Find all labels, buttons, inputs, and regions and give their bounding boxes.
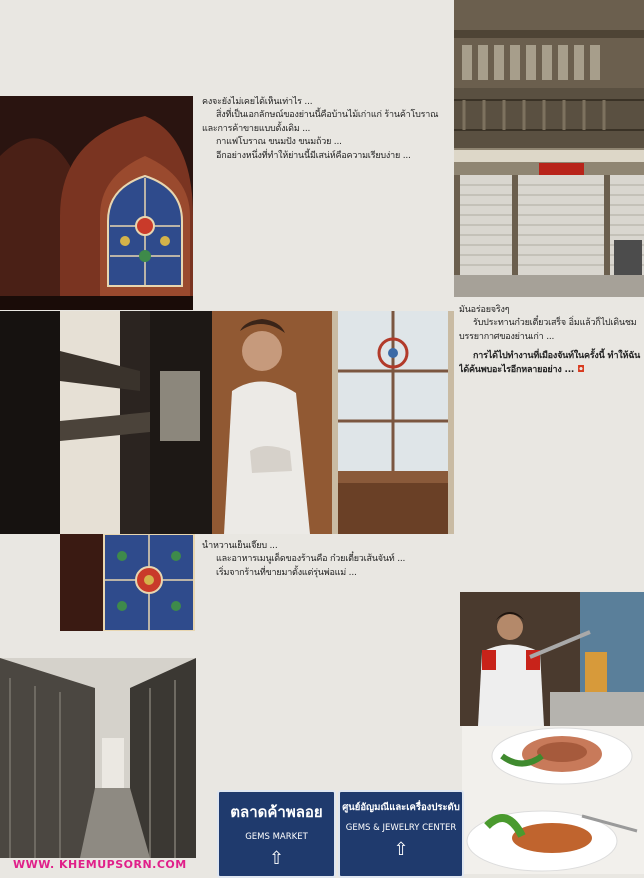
photo-woman-at-window bbox=[0, 311, 454, 534]
paragraph: สิ่งที่เป็นเอกลักษณ์ของย่านนี้คือบ้านไม้เก่าแก่ ร้านค้าโบราณ และการค้าขายแบบดั้งเดิม ... bbox=[202, 110, 439, 134]
paragraph: รับประทานก๋วยเตี๋ยวเสร็จ อิ่มแล้วก็ไปเดินชมบรรยากาศของย่านเก่า ... bbox=[459, 318, 637, 342]
photo-old-wooden-house bbox=[454, 0, 644, 297]
end-mark: ◘ bbox=[577, 364, 585, 375]
paragraph: กาแฟโบราณ ขนมปัง ขนมถ้วย ... bbox=[216, 137, 342, 148]
photo-noodle-dishes bbox=[462, 726, 644, 874]
photo-noodle-vendor bbox=[460, 592, 644, 726]
photo-stained-glass-lower bbox=[60, 534, 195, 631]
sign-gems-jewelry-center-english: GEMS & JEWELRY CENTER bbox=[345, 823, 457, 833]
article-column-right bbox=[459, 304, 641, 588]
arrow-up-icon: ⇧ bbox=[393, 839, 409, 860]
sign-gems-jewelry-center-thai: ศูนย์อัญมณีและเครื่องประดับ bbox=[342, 802, 460, 813]
paragraph: คงจะยังไม่เคยได้เห็นเท่าไร ... bbox=[202, 97, 313, 107]
sign-gems-market-thai: ตลาดค้าพลอย bbox=[230, 803, 323, 821]
paragraph: และอาหารเมนูเด็ดของร้านคือ ก๋วยเตี๋ยวเส้นจันท์ ... bbox=[216, 554, 406, 565]
photo-old-alley bbox=[0, 658, 196, 858]
sign-gems-market bbox=[217, 790, 336, 878]
article-column-top bbox=[202, 96, 449, 308]
sign-gems-jewelry-center bbox=[338, 790, 464, 878]
website-link[interactable]: WWW. KHEMUPSORN.COM bbox=[13, 858, 187, 871]
arrow-up-icon: ⇧ bbox=[268, 848, 285, 869]
sign-gems-market-english: GEMS MARKET bbox=[245, 832, 308, 842]
paragraph: เริ่มจากร้านที่ขายมาตั้งแต่รุ่นพ่อแม่ ... bbox=[216, 567, 357, 578]
paragraph: น้ำหวานเย็นเจี๊ยบ ... bbox=[202, 541, 278, 551]
callout-text: การได้ไปทำงานที่เมืองจันท์ในครั้งนี้ ทำให้ฉันได้ค้นพบอะไรอีกหลายอย่าง ... bbox=[459, 351, 641, 375]
paragraph: อีกอย่างหนึ่งที่ทำให้ย่านนี้มีเสน่ห์คือความเรียบง่าย ... bbox=[216, 150, 411, 161]
article-column-bottom bbox=[202, 540, 454, 784]
callout-paragraph bbox=[459, 350, 641, 377]
photo-stained-glass-window bbox=[0, 96, 193, 310]
paragraph: มันอร่อยจริงๆ bbox=[459, 305, 510, 315]
